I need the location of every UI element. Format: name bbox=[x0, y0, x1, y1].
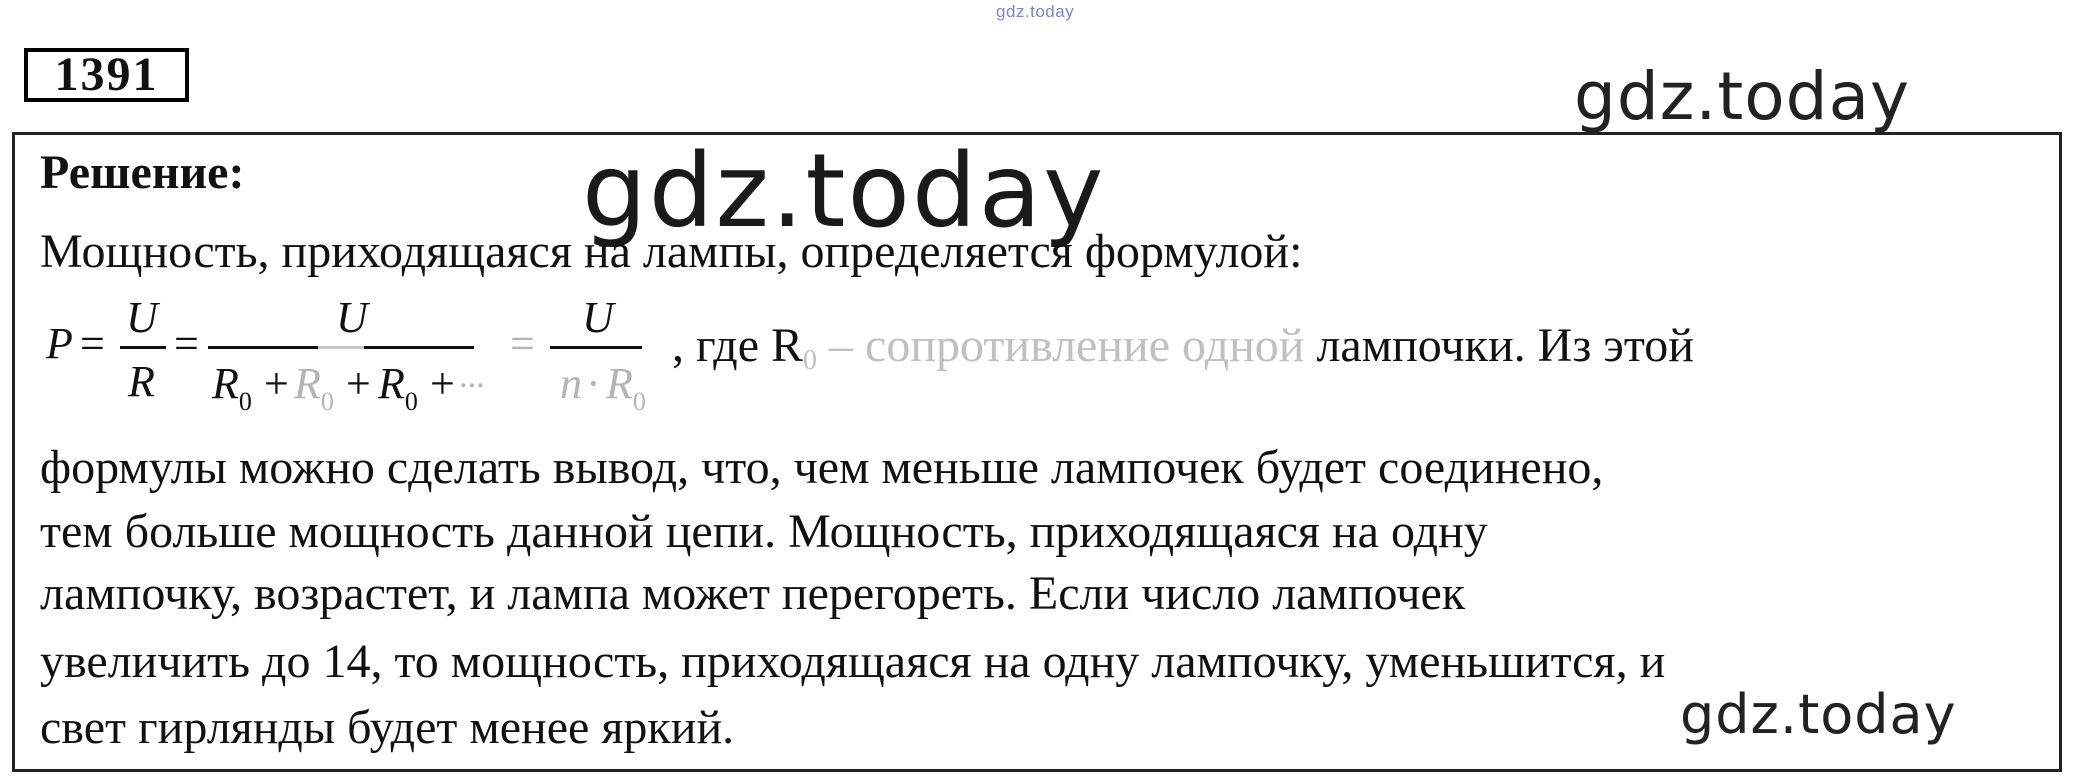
denominator-n: n bbox=[560, 359, 582, 408]
formula-eq-1: = bbox=[80, 319, 105, 368]
watermark-right: gdz.today bbox=[1574, 58, 1911, 135]
denominator-plus-2: + bbox=[346, 359, 371, 408]
formula-explanation bbox=[672, 318, 1694, 377]
denominator-r0-2: $R_0$ bbox=[294, 359, 334, 416]
solution-heading: Решение: bbox=[40, 146, 245, 199]
watermark-center: gdz.today bbox=[582, 132, 1106, 251]
denominator-r0-4: $R_0$ bbox=[606, 359, 646, 416]
task-number: 1391 bbox=[24, 48, 189, 102]
denominator-r0-1: $R_0$ bbox=[212, 359, 252, 416]
denominator-plus-3: + bbox=[430, 359, 455, 408]
formula-u-2: U bbox=[336, 293, 368, 342]
text-line-7: свет гирлянды будет менее яркий. bbox=[40, 701, 735, 754]
fraction-bar-2c bbox=[364, 346, 474, 349]
where-faded-text: – сопротивление одной bbox=[817, 319, 1305, 372]
text-line-5: лампочку, возрастет, и лампа может перегореть. Если число лампочек bbox=[40, 567, 1466, 620]
denominator-dot: · bbox=[586, 359, 601, 408]
where-rest-text: лампочки. Из этой bbox=[1304, 319, 1694, 372]
fraction-bar-2b bbox=[318, 346, 364, 349]
denominator-dots: ... bbox=[460, 358, 486, 395]
where-subscript: 0 bbox=[803, 345, 818, 376]
fraction-bar-2a bbox=[208, 346, 318, 349]
text-line-3: формулы можно сделать вывод, что, чем меньше лампочек будет соединено, bbox=[40, 441, 1604, 494]
text-line-1: Мощность, приходящаяся на лампы, определяется формулой: bbox=[40, 225, 1303, 278]
formula-eq-3: = bbox=[510, 319, 535, 368]
formula-u-3: U bbox=[582, 293, 614, 342]
fraction-bar-1 bbox=[120, 346, 166, 349]
formula-r: R bbox=[128, 357, 155, 406]
power-formula bbox=[40, 288, 680, 422]
watermark-bottom: gdz.today bbox=[1680, 683, 1957, 746]
watermark-top: gdz.today bbox=[996, 2, 1075, 21]
formula-u-1: U bbox=[126, 293, 158, 342]
text-line-4: тем больше мощность данной цепи. Мощность, приходящаяся на одну bbox=[40, 505, 1488, 558]
denominator-r0-3: $R_0$ bbox=[378, 359, 418, 416]
formula-p: P bbox=[46, 319, 73, 368]
fraction-bar-3 bbox=[550, 346, 642, 349]
where-text: , где R bbox=[672, 319, 804, 372]
formula-eq-2: = bbox=[174, 319, 199, 368]
denominator-plus-1: + bbox=[264, 359, 289, 408]
text-line-6: увеличить до 14, то мощность, приходящаяся на одну лампочку, уменьшится, и bbox=[40, 635, 1666, 688]
